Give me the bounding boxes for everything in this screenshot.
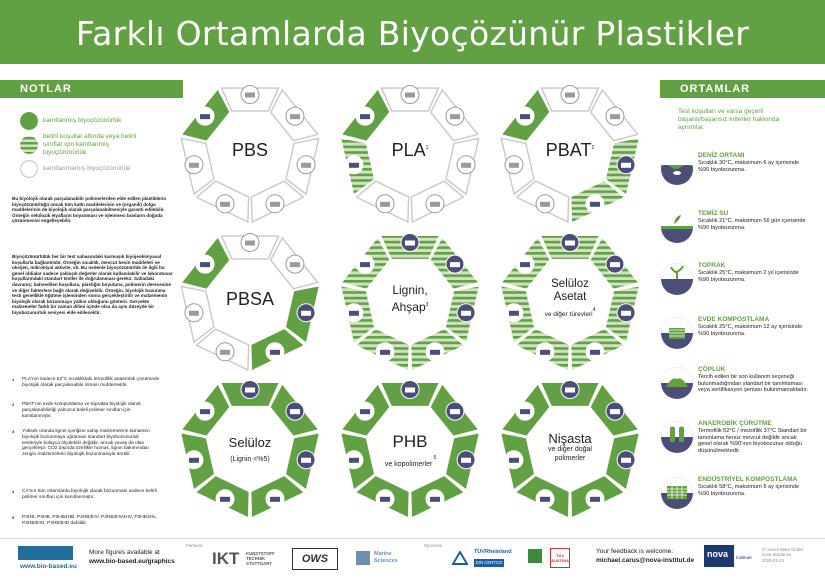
soil-icon-glyph [301, 458, 311, 463]
sea-icon-glyph [405, 93, 415, 98]
anaerobic-digestion-icon-glyph [509, 311, 519, 316]
legend-empty-label: kanıtlanmamış biyoçözünürlük [43, 165, 131, 172]
anaerobic-digestion-icon-glyph [189, 163, 199, 168]
note-paragraph-conditions: Biyoçözünürlülük her bir test sahasındaki karmaşık biyojeokimyasal koşullarla bağlantılıdır. Örneğin sıcaklık, mevcut besin maddeleri ve oksijen, mikrobiyal aktivite, vb. Bu nedenle biyoçözünürlük ile ilgili bu genel iddialar sadece yaklaşık değerler olarak kullanılabilir ve laboratuvar koşullarındaki standart testler ile doğrulanması gerekir. Sahadaki davranış; bahsedilen koşullara, plastiğin boyutuna, polimerin derecesine ve diğer faktörlere bağlı olarak değişebilir. Örneğin, biyolojik bozunma testi genellikle öğütme işleminden sonra gerçekleştirilir ve malzemenin biyolojik olarak bozunmaya yatkın olduğunu gösterir. Gerçekte malzemeler farklı bir zaman dilimi içinde olsa da aynı düzeyde bir biyobozunurluk seviyesi elde edilecektir. [12, 254, 173, 315]
sea-icon-glyph [565, 388, 575, 393]
environments-intro: Test koşulları ve varsa geçerli başarılı/başarısız kriterler hakkında ayrıntılar. [678, 108, 780, 131]
tuv-rheinland-triangle [452, 551, 468, 565]
soil-icon-glyph [461, 311, 471, 316]
home-compost-icon-glyph [270, 350, 280, 355]
industrial-compost-icon-glyph [200, 262, 210, 267]
partners-label: Partners [186, 543, 203, 548]
plate-cellulose-acetate-label: Selüloz Asetat ve diğer türevleri$^4$ [544, 278, 596, 318]
landfill-icon-glyph [540, 202, 550, 207]
fresh-water-icon-glyph [290, 409, 300, 414]
env-fresh-water: TEMİZ SU Sıcaklık 21°C, maksimum 56 gün içerisinde %90 biyobozunma. [660, 210, 810, 250]
home-compost-icon-glyph [430, 350, 440, 355]
ok-compost-logo [528, 549, 542, 563]
sea-icon-glyph [245, 93, 255, 98]
sea-icon-glyph [565, 241, 575, 246]
legend-solid-label: kanıtlanmış biyoçözünürlük [43, 117, 122, 124]
landfill-icon-glyph [540, 350, 550, 355]
footnote-1: 1 PLA'nın sadece 52°C sıcaklıktaki termofilik anaerobik çürütmede biyolojik olarak parçalanabilir olması muhtemeldir. [12, 377, 160, 388]
home-compost-icon-glyph [590, 202, 600, 207]
env-landfill: ÇÖPLÜK Tercih edilen bir son kullanım seçeneği bulunmadığından standart bir tanımlaması veya sertifikasyon şeması bulunmamaktadır. [660, 366, 810, 410]
fresh-water-icon-glyph [610, 409, 620, 414]
legend-striped-label: belirli koşullar altında veya belirli sınıflar için kanıtlanmış biyoçözünürlük [43, 133, 137, 156]
bio-based-logo [18, 546, 73, 560]
anaerobic-digestion-icon-glyph [509, 458, 519, 463]
plate-lignin-label: Lignin, Ahşap$^3$ [391, 283, 429, 314]
footnote-3: 3 Yüksek oranda lignin içeriğine sahip malzemelerin tamamen biyolojik bozunmaya uğraması standart biyobozunurluk testleriyle kolayca ölçülebilir değildir, ancak yavaş da olsa gerçekleşir. CO2 dışında özellikle humus, lignin bakımından zengin malzemelerin biyolojik bozunmasıyla üretilir. [12, 429, 150, 458]
ows-logo: OWS [292, 548, 338, 570]
sea-icon-glyph [565, 93, 575, 98]
soil-icon-glyph [301, 311, 311, 316]
soil-icon-glyph [461, 163, 471, 168]
fresh-water-icon-glyph [450, 409, 460, 414]
anaerobic-digestion-icon-glyph [349, 163, 359, 168]
plate-starch-label: Nişasta ve diğer doğal polimerler [548, 431, 592, 462]
fresh-water-icon-glyph [450, 262, 460, 267]
anaerobic-digestion-icon-glyph [509, 163, 519, 168]
home-compost-icon-glyph [430, 497, 440, 502]
sponsors-label: Sponsors [424, 543, 443, 548]
landfill-icon-glyph [220, 497, 230, 502]
landfill-icon-glyph [380, 497, 390, 502]
sea-icon-glyph [245, 388, 255, 393]
industrial-compost-icon-glyph [360, 114, 370, 119]
footnote-5: 5 P3HB, P4HB, P3HB4HB, P3HB3HV, P3HB3HV4HV, P3HB3Hx, P3HB3HO, P3HB3HD dahildir. [12, 515, 157, 526]
page-title: Farklı Ortamlarda Biyoçözünür Plastikler [75, 14, 750, 53]
landfill-icon-glyph [220, 350, 230, 355]
home-compost-icon-glyph [590, 497, 600, 502]
home-compost-icon [660, 316, 694, 350]
soil-icon-glyph [301, 163, 311, 168]
anaerobic-digestion-icon-glyph [189, 311, 199, 316]
plate-pbs-label: PBS [231, 140, 269, 160]
anaerobic-digestion-icon-glyph [349, 311, 359, 316]
institute-text: Institute [736, 555, 752, 560]
fresh-water-icon [660, 210, 694, 244]
plate-phb-label: PHB ve kopolimerler$^5$ [384, 432, 437, 468]
plate-pbat-label: PBAT$^2$ [545, 140, 595, 160]
ikt-logo: IKT [212, 549, 240, 568]
soil-icon [660, 262, 694, 296]
din-certco-logo: DIN CERTCO [475, 560, 503, 565]
note-paragraph-additives: Bu biyolojik olarak parçalanabilir polimerlerden elde edilen plastiklerin biyoçözünürlüğü ancak tüm katkı maddelerinin ve (organik) dolgu maddelerinin de biyolojik olarak parçalanabilmesiyle garanti edilebilir. Örneğin selülozik elyafların boyanması ve işlenmesi bunların doğada çözünmesini engelleyebilir. [12, 196, 167, 224]
plate-cellulose-label: Selüloz (Lignin <%5) [228, 435, 272, 463]
website-link[interactable]: www.bio-based.eu [20, 563, 77, 570]
ikt-subtitle: KUNSTSTOFF TECHNIK STUTTGART [246, 551, 275, 566]
home-compost-icon-glyph [590, 350, 600, 355]
notes-heading: NOTLAR [0, 80, 183, 98]
industrial-compost-icon-glyph [520, 262, 530, 267]
soil-icon-glyph [621, 311, 631, 316]
more-figures-link[interactable]: www.bio-based.eu/graphics [89, 558, 175, 565]
landfill-icon-glyph [220, 202, 230, 207]
env-home-compost: EVDE KOMPOSTLAMA Sıcaklık 25°C, maksimum 12 ay içerisinde %90 biyobozunma. [660, 316, 810, 356]
feedback-email[interactable]: michael.carus@nova-institut.de [596, 557, 695, 564]
landfill-icon-glyph [380, 350, 390, 355]
anaerobic-digestion-icon-glyph [189, 458, 199, 463]
sea-icon-glyph [405, 388, 415, 393]
feedback-label: Your feedback is welcome: [596, 548, 674, 555]
fresh-water-icon-glyph [610, 262, 620, 267]
landfill-icon-glyph [540, 497, 550, 502]
plate-pla-label: PLA$^1$ [391, 140, 429, 160]
anaerobic-digestion-icon [660, 420, 694, 454]
industrial-compost-icon-glyph [520, 114, 530, 119]
industrial-compost-icon-glyph [520, 409, 530, 414]
footnote-2: 2 PBAT'nin evde kompostlama ve toprakta biyolojik olarak parçalanabilirliği yalnızca belirli polimer sınıfları için kanıtlanmıştır. [12, 402, 141, 419]
soil-icon-glyph [621, 458, 631, 463]
fresh-water-icon-glyph [290, 262, 300, 267]
nova-logo: nova [704, 545, 734, 567]
soil-icon-glyph [621, 163, 631, 168]
footnote-4: 4 CA'nın tüm ortamlarda biyolojik olarak bozunması sadece belirli polimer sınıfları için kanıtlanmıştır. [12, 489, 157, 500]
fresh-water-icon-glyph [290, 114, 300, 119]
sea-icon [660, 152, 694, 186]
fresh-water-icon-glyph [450, 114, 460, 119]
sea-icon-glyph [405, 241, 415, 246]
more-figures-text: More figures available at [89, 549, 160, 556]
env-anaerobic-digestion: ANAEROBİK ÇÜRÜTME Termofilik 52°C / mezofilik 37°C Standart bir tanımlama henüz mevcut değildir ancak genel olarak %90'ının biyobozunur olduğu düşünülmektedir. [660, 420, 810, 464]
home-compost-icon-glyph [270, 497, 280, 502]
landfill-icon [660, 366, 694, 400]
marine-sciences-logo-text: Marine Sciences [374, 551, 398, 564]
sea-icon-glyph [245, 241, 255, 246]
footer [0, 538, 825, 584]
anaerobic-digestion-icon-glyph [349, 458, 359, 463]
industrial-compost-icon-glyph [200, 114, 210, 119]
tuv-austria-logo: TÜV AUSTRIA [550, 548, 570, 568]
env-soil: TOPRAK Sıcaklık 25°C, maksimum 2 yıl içerisinde %90 biyobozunma. [660, 262, 810, 302]
industrial-compost-icon-glyph [200, 409, 210, 414]
landfill-icon-glyph [380, 202, 390, 207]
marine-sciences-logo-mark [356, 551, 370, 565]
env-industrial-compost: ENDÜSTRİYEL KOMPOSTLAMA Sıcaklık 58°C, maksimum 6 ay içerisinde %90 biyobozunma. [660, 476, 810, 516]
env-sea: DENİZ ORTAMI Sıcaklık 30°C, maksimum 6 ay içerisinde %90 biyobozunma. [660, 152, 810, 192]
tuv-rheinland-logo: TÜVRheinland [474, 549, 512, 555]
environments-heading: ORTAMLAR [660, 80, 825, 98]
industrial-compost-icon-glyph [360, 409, 370, 414]
fresh-water-icon-glyph [610, 114, 620, 119]
soil-icon-glyph [461, 458, 471, 463]
plate-pbsa-label: PBSA [225, 289, 275, 309]
home-compost-icon-glyph [270, 202, 280, 207]
industrial-compost-icon [660, 476, 694, 510]
copyright-text: © nova-Institut GmbH nova-Institut.eu 2020-01-23 [762, 547, 804, 563]
industrial-compost-icon-glyph [360, 262, 370, 267]
home-compost-icon-glyph [430, 202, 440, 207]
